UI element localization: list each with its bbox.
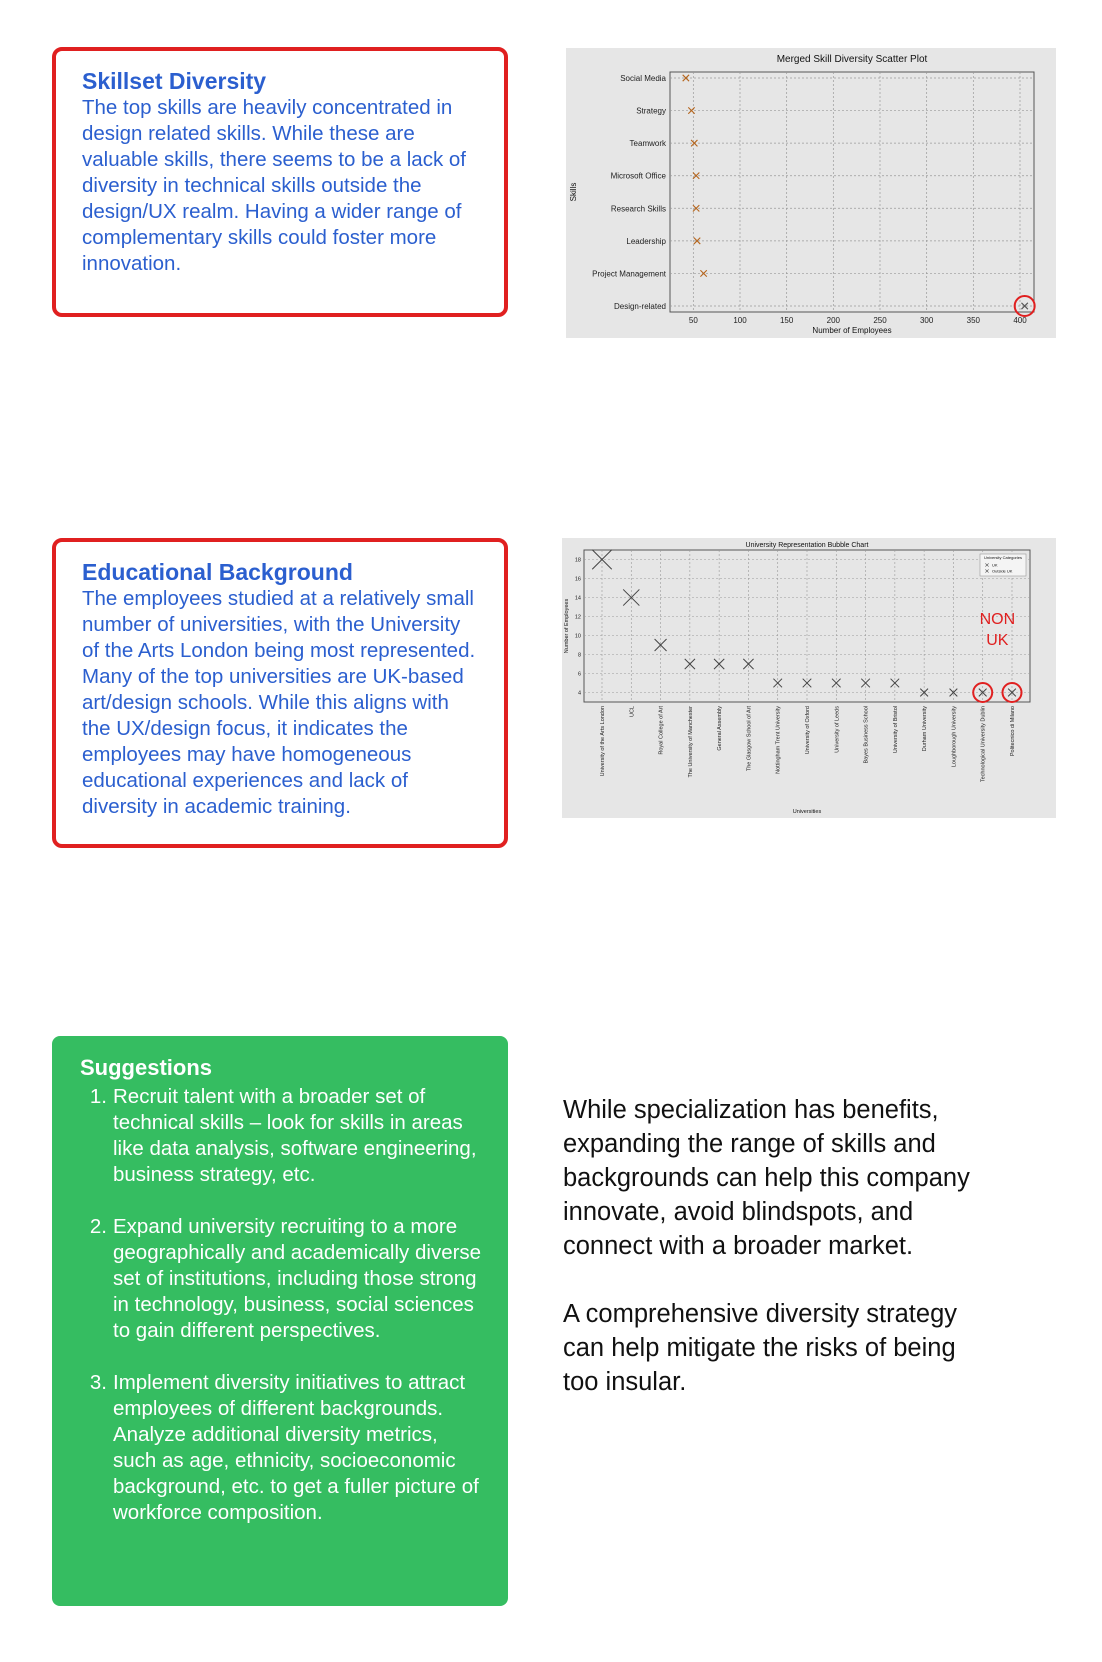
x-tick-label: 100 [733,316,747,325]
x-tick-label: 50 [688,316,698,325]
x-tick-label: 300 [919,316,934,325]
annotation-line-2: UK [986,632,1009,649]
x-tick-label: 350 [966,316,981,325]
suggestion-number: 1. [89,1085,107,1108]
y-tick-label: 4 [577,690,581,697]
x-tick-label: University of the Arts London [600,706,606,777]
x-tick-label: University of Leeds [834,706,841,753]
closing-paragraph-1: While specialization has benefits, expanding the range of skills and backgrounds can help this company innovate, avoid blindspots, and connect with a broader market. [563,1096,970,1260]
legend [980,554,1026,576]
legend-title: University Categories [983,555,1023,560]
suggestions-list [80,1084,484,1526]
x-axis-label: Number of Employees [812,326,892,335]
university-bubble-chart [562,538,1056,818]
y-tick-label: Microsoft Office [610,171,666,181]
suggestion-item [80,1084,484,1188]
x-tick-label: University of Bristol [892,706,899,754]
skillset-title: Skillset Diversity [82,68,267,94]
data-point [688,107,694,113]
skillset-diversity-card [52,47,508,317]
y-tick-label: Leadership [626,236,666,246]
y-tick-label: Project Management [592,269,666,279]
y-tick-label: 6 [577,671,581,678]
x-axis-label: Universities [792,809,822,815]
x-tick-label: Technological University Dublin [980,706,987,783]
y-tick-label: 8 [577,652,581,659]
y-axis-label: Number of Employees [564,598,570,654]
plot-frame [670,72,1034,312]
skillset-body: The top skills are heavily concentrated in design related skills. While these are valuable skills, there seems to be a lack of diversity in technical skills outside the design/UX realm. Having a wider range of complementary skills could foster more innovation. [82,96,466,275]
y-tick-label: Research Skills [610,204,666,214]
education-body: The employees studied at a relatively small number of universities, with the University of the Arts London being most represented. Many of the top universities are UK-based art/design schools. While this aligns with the UX/design focus, it indicates the employees may have homogeneous educational experiences and lack of diversity in academic training. [82,587,476,818]
x-tick-label: 400 [1013,316,1027,325]
suggestions-title: Suggestions [80,1055,213,1080]
y-tick-label: Design-related [613,302,666,311]
x-tick-label: 250 [873,316,887,325]
x-tick-label: The University of Manchester [687,706,694,778]
x-tick-label: Bayes Business School [863,706,870,764]
x-tick-label: Nottingham Trent University [775,706,782,774]
university-bubble-svg [562,538,1056,818]
x-tick-label: UCL [629,706,636,718]
x-tick-label: 150 [779,316,794,325]
suggestion-item [80,1214,484,1344]
suggestions-card [52,1036,508,1606]
y-axis-label: Skills [569,182,578,202]
data-point [700,270,706,276]
x-tick-label: The Glasgow School of Art [746,706,753,772]
suggestion-number: 3. [89,1371,107,1394]
skill-scatter-svg [566,48,1056,338]
y-tick-label: 10 [574,633,581,640]
data-point [691,140,697,146]
x-tick-label: Loughborough University [951,706,958,768]
y-tick-label: 16 [574,576,581,583]
y-tick-label: 14 [574,595,581,602]
x-tick-label: Durham University [922,706,929,752]
suggestion-text: Expand university recruiting to a more geographically and academically diverse set of institutions, including those strong in technology, business, social sciences to gain different perspectives. [113,1215,482,1342]
suggestion-text: Recruit talent with a broader set of technical skills – look for skills in areas like data analysis, software engineering, business strategy, etc. [113,1085,477,1186]
y-tick-label: Teamwork [629,139,666,149]
x-tick-label: Politecnico di Milano [1010,706,1016,757]
annotation-line-1: NON [979,611,1016,628]
suggestion-item [80,1370,484,1526]
data-point [655,639,667,651]
educational-background-card [52,538,508,848]
x-tick-label: 200 [826,316,841,325]
chart-title: University Representation Bubble Chart [745,542,869,549]
suggestion-number: 2. [89,1215,107,1238]
closing-text [563,1093,993,1399]
y-tick-label: Strategy [636,106,666,116]
legend-entry: UK [992,562,998,568]
skill-scatter-chart [566,48,1056,338]
education-title: Educational Background [82,559,353,585]
suggestion-text: Implement diversity initiatives to attract employees of different backgrounds. Analyze additional diversity metrics, such as age, ethnicity, socioeconomic background, etc. to get a fuller picture of workforce composition. [113,1371,479,1524]
x-tick-label: General Assembly [717,706,724,751]
x-tick-label: Royal College of Art [658,706,665,755]
x-tick-label: University of Oxford [805,706,811,755]
y-tick-label: 18 [574,557,581,564]
closing-paragraph-2: A comprehensive diversity strategy can help mitigate the risks of being too insular. [563,1300,958,1396]
y-tick-label: 12 [574,614,581,621]
legend-entry: Outside UK [992,568,1013,574]
chart-title: Merged Skill Diversity Scatter Plot [776,54,928,65]
y-tick-label: Social Media [620,74,666,83]
